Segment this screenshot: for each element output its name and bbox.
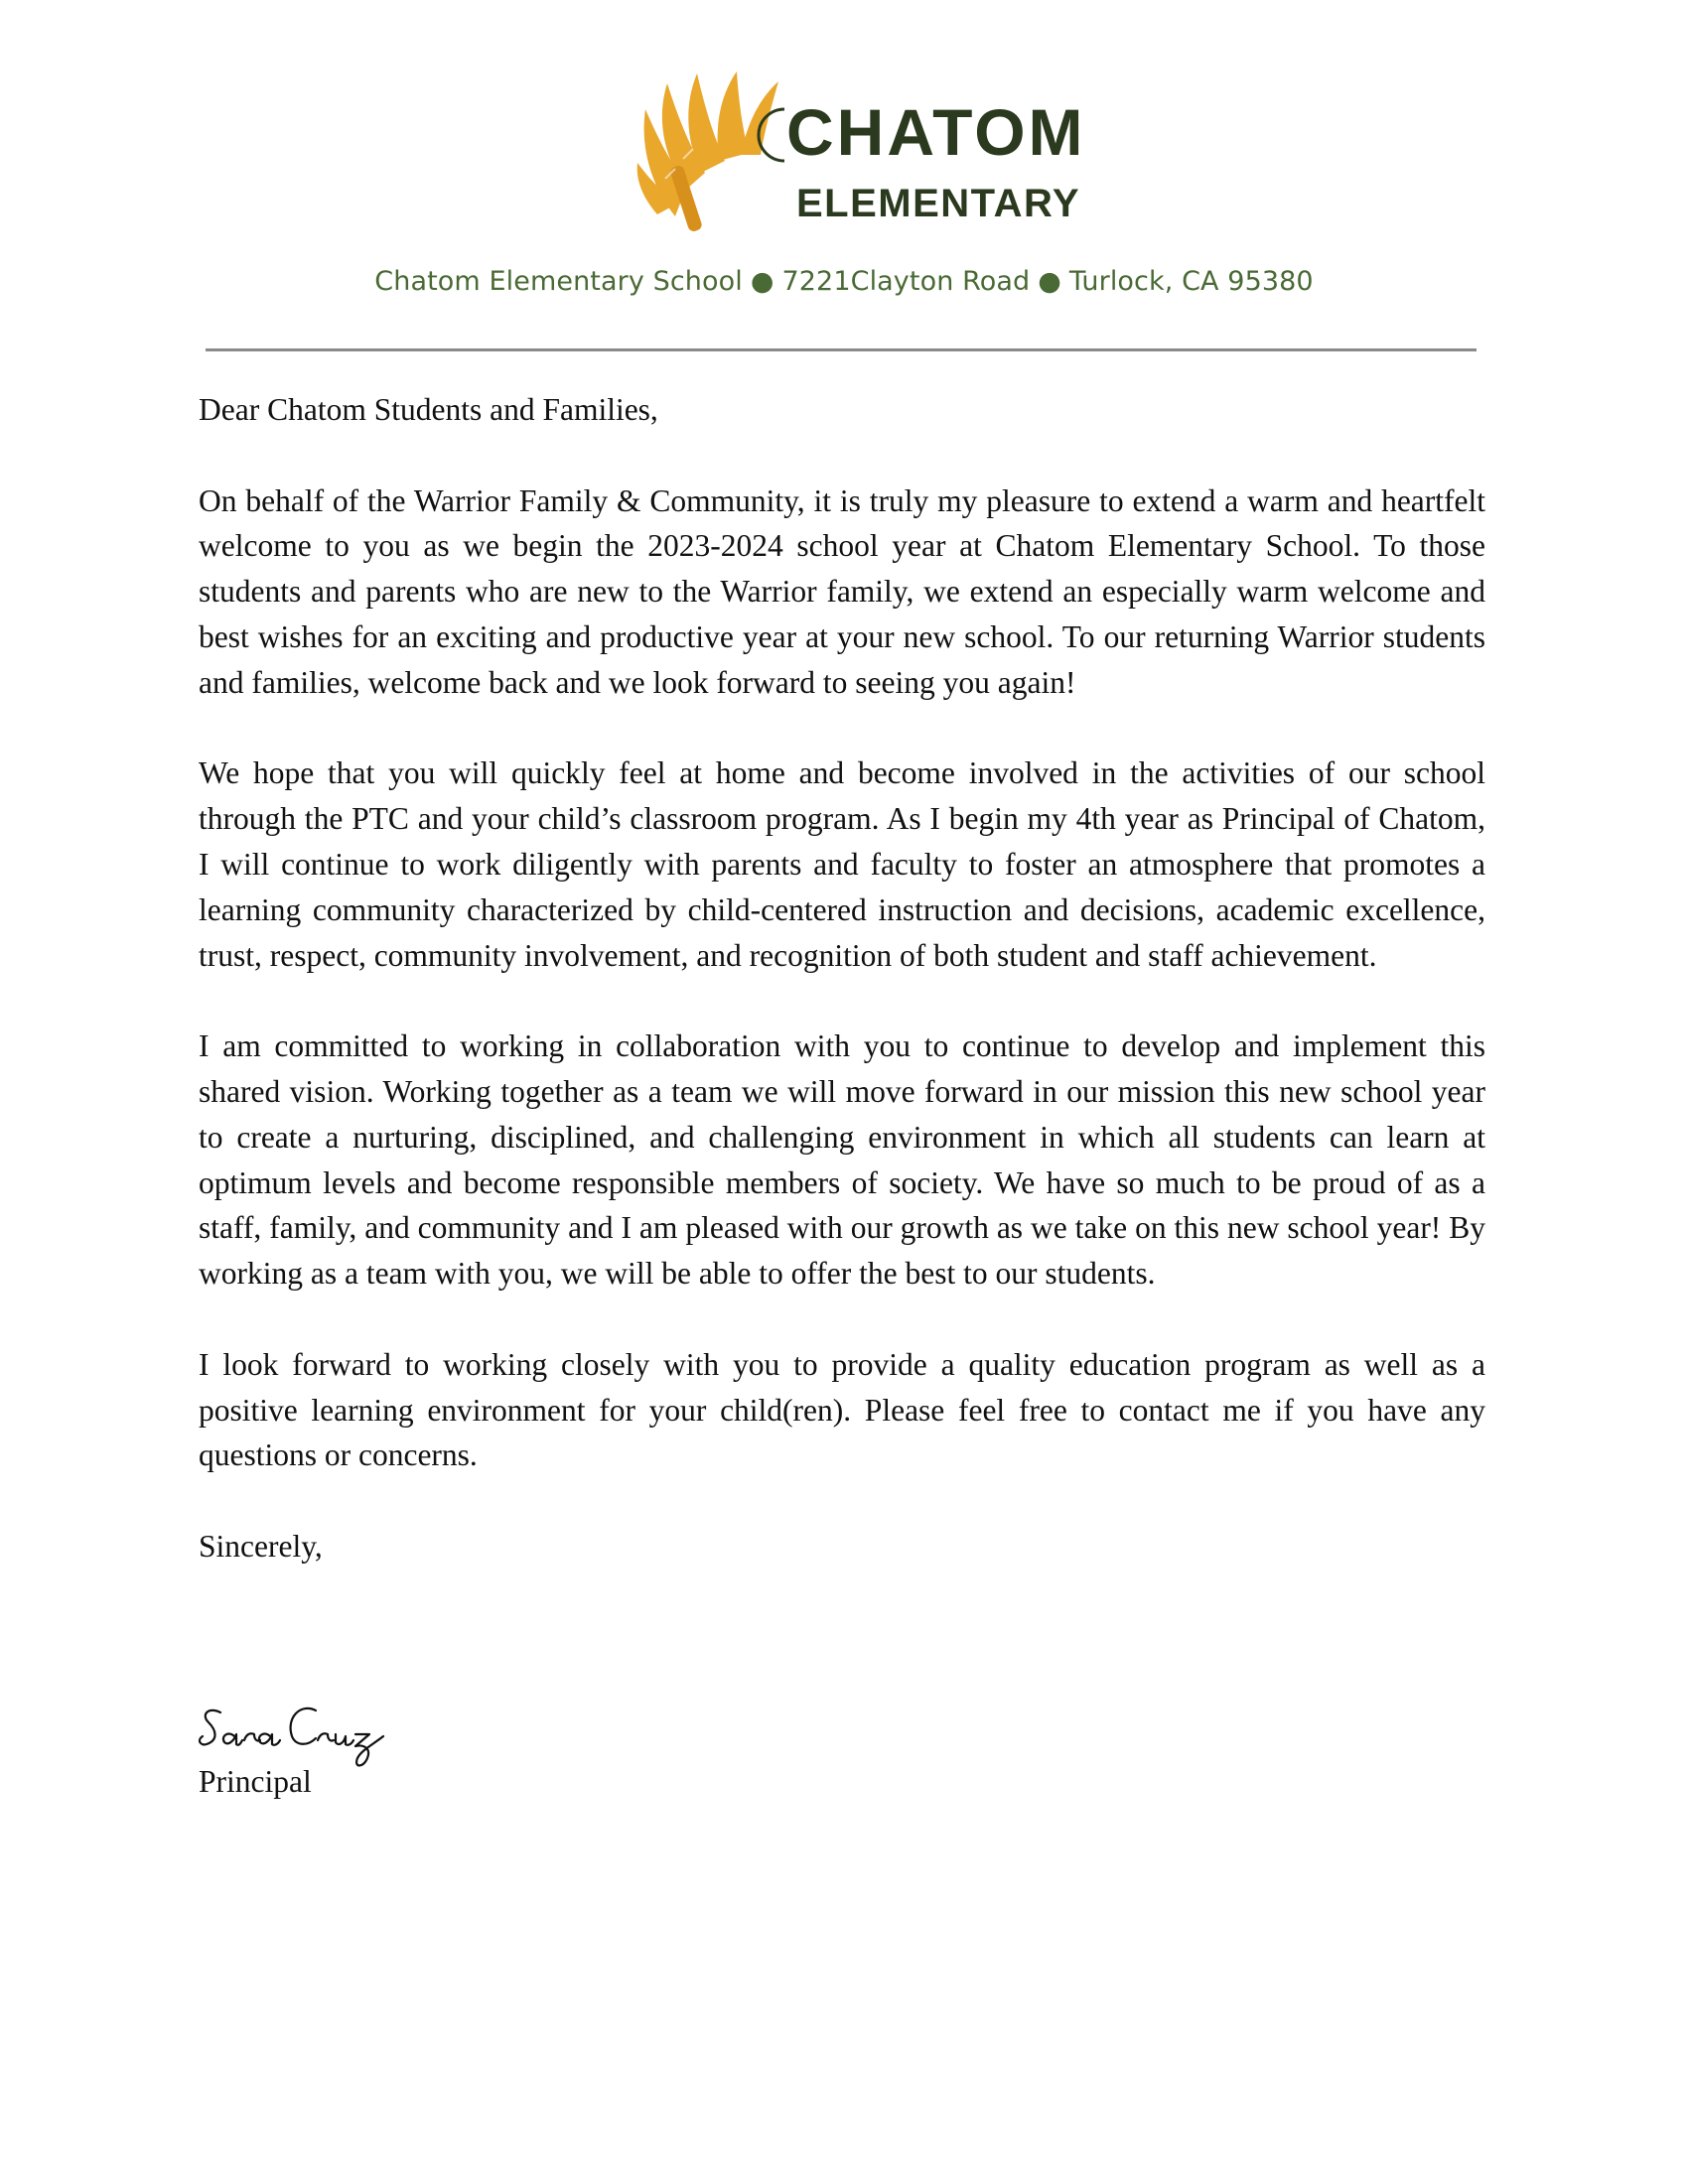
school-address [0,266,1688,297]
paragraph-commitment: I am committed to working in collaboration with you to continue to develop and implement this shared vision. Working together as a team we will move forward in our mission this new school year to create a nurturing, disciplined, and challenging environment in which all students can learn at optimum levels and become responsible members of society. We have so much to be proud of as a staff, family, and community and I am pleased with our growth as we take on this new school year! By working as a team with you, we will be able to offer the best to our students. [199,1028,1485,1292]
paragraph-involvement: We hope that you will quickly feel at home and become involved in the activities of our school through the PTC and your child’s classroom program. As I begin my 4th year as Principal of Chatom, I will continue to work diligently with parents and faculty to foster an atmosphere that promotes a learning community characterized by child-centered instruction and decisions, academic excellence, trust, respect, community involvement, and recognition of both student and staff achievement. [199,755,1485,973]
school-logo [635,69,1086,233]
address-street: 7221Clayton Road [781,266,1031,297]
address-city: Turlock, CA 95380 [1068,266,1314,297]
headdress-icon [637,71,778,232]
letter-body [199,387,1485,1615]
signer-title: Principal [199,1764,312,1799]
address-school-name: Chatom Elementary School [374,266,743,297]
closing-sincerely: Sincerely, [199,1528,323,1564]
salutation: Dear Chatom Students and Families, [199,392,658,427]
separator-dot: ● [750,266,774,297]
paragraph-closing: I look forward to working closely with you to provide a quality education program as well as a positive learning environment for your child(ren). Please feel free to contact me if you have any questions or concerns. [199,1346,1485,1473]
logo-text-chatom: CHATOM [786,95,1086,169]
logo-text-elementary: ELEMENTARY [796,182,1081,225]
paragraph-welcome: On behalf of the Warrior Family & Community, it is truly my pleasure to extend a warm and heartfelt welcome to you as we begin the 2023-2024 school year at Chatom Elementary School. To those students and parents who are new to the Warrior family, we extend an especially warm welcome and best wishes for an exciting and productive year at your new school. To our returning Warrior students and families, welcome back and we look forward to seeing you again! [199,482,1485,700]
header-divider [206,348,1477,351]
separator-dot: ● [1038,266,1061,297]
